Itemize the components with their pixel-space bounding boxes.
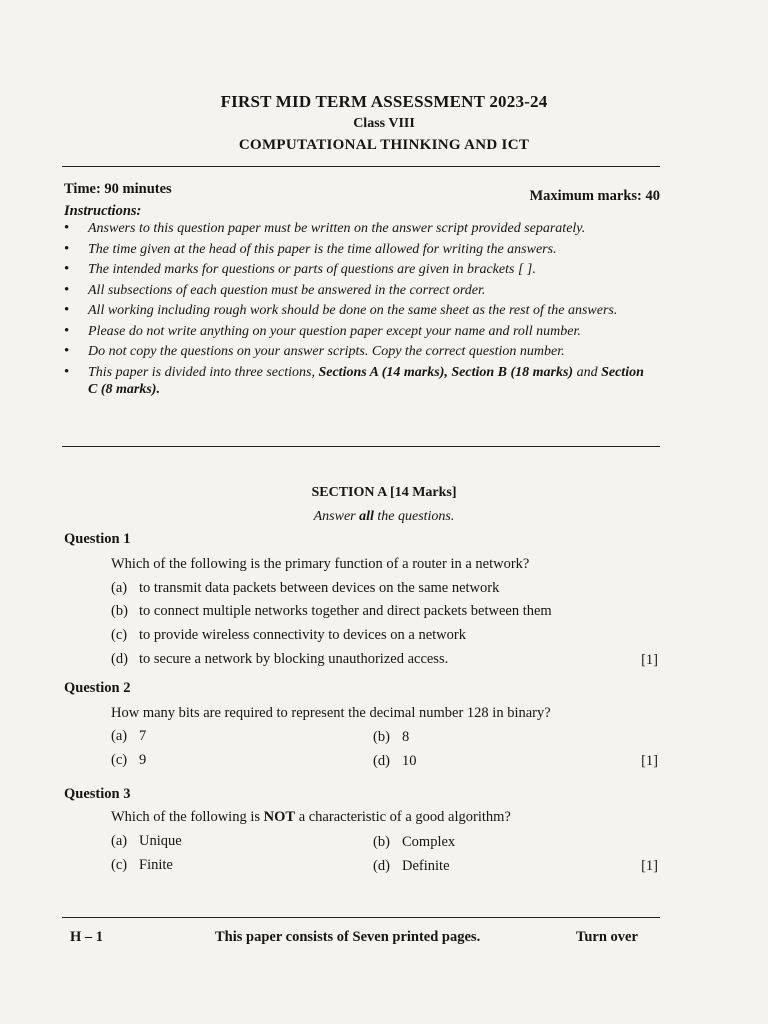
subject-title: COMPUTATIONAL THINKING AND ICT (238, 137, 530, 153)
option-label: (b) (111, 603, 128, 619)
instruction-text: This paper is divided into three sections, (88, 364, 319, 380)
section-a-text: Answer (313, 509, 360, 524)
section-a-text: the questions. (373, 509, 455, 524)
turn-over-note: Turn over (576, 929, 638, 945)
option-text: 8 (402, 729, 410, 745)
question-text: a characteristic of a good algorithm? (295, 809, 511, 825)
option-text: 7 (139, 728, 147, 744)
section-a-instruction (0, 509, 768, 525)
question-2-heading: Question 2 (64, 680, 131, 696)
instruction-bold: Sections A (14 marks), Section B (18 marks) (318, 364, 574, 380)
instruction-item: • All working including rough work should be done on the same sheet as the rest of the answers. (64, 302, 664, 319)
question-2-text: How many bits are required to represent the decimal number 128 in binary? (111, 705, 551, 721)
option-text: Complex (402, 834, 456, 850)
option-text: to secure a network by blocking unauthorized access. (139, 651, 449, 667)
option-label: (c) (111, 857, 128, 873)
section-a-bold: all (359, 509, 374, 524)
option-label: (d) (111, 651, 128, 667)
header-divider (62, 166, 660, 167)
option-label: (a) (111, 728, 128, 744)
instruction-item: • Answers to this question paper must be written on the answer script provided separately. (64, 220, 664, 237)
option-label: (b) (373, 834, 390, 850)
instruction-item: • Please do not write anything on your question paper except your name and roll number. (64, 323, 664, 340)
option-text: to provide wireless connectivity to devices on a network (139, 627, 466, 643)
option-text: 9 (139, 752, 147, 768)
option-text: to connect multiple networks together and direct packets between them (139, 603, 552, 619)
instruction-text: and (573, 364, 602, 380)
option-text: 10 (402, 753, 417, 769)
maximum-marks: Maximum marks: 40 (529, 188, 660, 204)
instruction-item: • Do not copy the questions on your answer scripts. Copy the correct question number. (64, 343, 664, 360)
question-bold: NOT (263, 809, 296, 825)
option-label: (c) (111, 627, 128, 643)
question-3-marks: [1] (641, 858, 658, 874)
question-3-heading: Question 3 (64, 786, 131, 802)
option-label: (b) (373, 729, 390, 745)
page-count-note: This paper consists of Seven printed pages. (215, 929, 481, 945)
option-text: Finite (139, 857, 173, 873)
instructions-list (64, 220, 664, 401)
option-label: (a) (111, 833, 128, 849)
question-1-heading: Question 1 (64, 531, 131, 547)
option-label: (a) (111, 580, 128, 596)
option-label: (d) (373, 753, 390, 769)
option-text: to transmit data packets between devices on the same network (139, 580, 500, 596)
instruction-item: • All subsections of each question must be answered in the correct order. (64, 282, 664, 299)
time-allowed: Time: 90 minutes (64, 181, 172, 197)
footer-divider (62, 917, 660, 918)
instruction-item (64, 364, 664, 398)
instructions-divider (62, 446, 660, 447)
instruction-item: • The intended marks for questions or parts of questions are given in brackets [ ]. (64, 261, 664, 278)
option-text: Unique (139, 833, 182, 849)
option-label: (c) (111, 752, 128, 768)
option-text: Definite (402, 858, 450, 874)
section-a-title: SECTION A [14 Marks] (311, 485, 457, 500)
instructions-heading: Instructions: (64, 203, 142, 219)
instruction-item: • The time given at the head of this paper is the time allowed for writing the answers. (64, 241, 664, 258)
question-1-marks: [1] (641, 652, 658, 668)
page-code: H – 1 (70, 929, 104, 945)
question-text: Which of the following is (111, 809, 264, 825)
question-3-text (111, 809, 511, 826)
instruction-bold: Section C (8 marks). (88, 364, 644, 397)
question-1-text: Which of the following is the primary function of a router in a network? (111, 556, 530, 572)
question-2-marks: [1] (641, 753, 658, 769)
class-label: Class VIII (353, 116, 415, 131)
option-label: (d) (373, 858, 390, 874)
paper-title: FIRST MID TERM ASSESSMENT 2023-24 (220, 92, 548, 111)
